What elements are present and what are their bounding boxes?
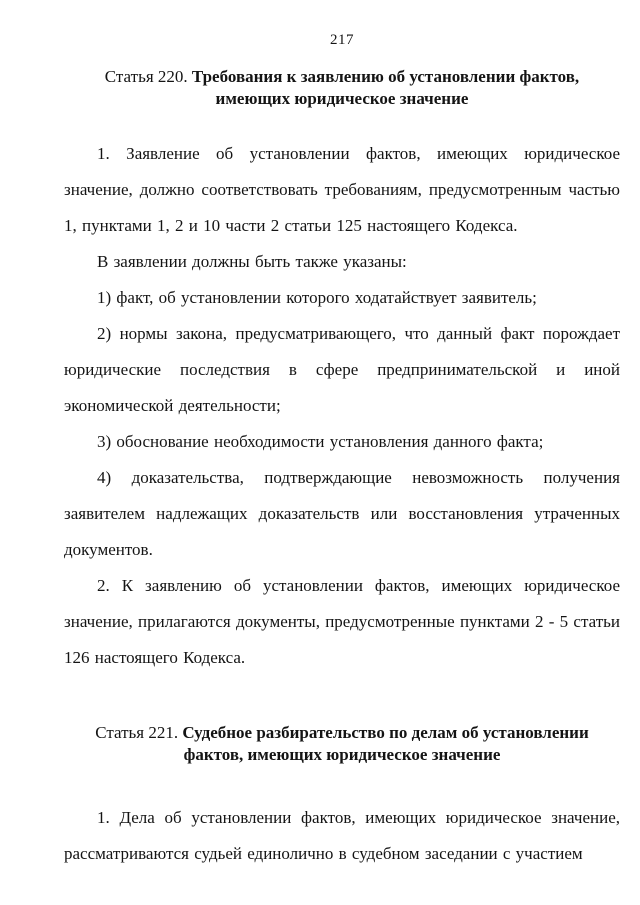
article-221 <box>64 722 620 872</box>
article-220 <box>64 66 620 676</box>
article-221-number: Статья 221. <box>95 723 179 742</box>
article-221-title-line-1: Судебное разбирательство по делам об установлении <box>182 723 589 742</box>
page-number: 217 <box>330 32 354 48</box>
paragraph: 1. Заявление об установлении фактов, имеющих юридическое значение, должно соответствовать требованиям, предусмотренным частью 1, пунктами 1, 2 и 10 части 2 статьи 125 настоящего Кодекса. <box>64 144 620 235</box>
paragraph: 4) доказательства, подтверждающие невозможность получения заявителем надлежащих доказательств или восстановления утраченных документов. <box>64 468 620 559</box>
article-220-heading-line-1 <box>70 66 614 88</box>
paragraph: 1) факт, об установлении которого ходатайствует заявитель; <box>97 288 537 307</box>
paragraph: 2. К заявлению об установлении фактов, имеющих юридическое значение, прилагаются документы, предусмотренные пунктами 2 - 5 статьи 126 настоящего Кодекса. <box>64 576 620 667</box>
article-221-heading <box>70 722 614 766</box>
paragraph: В заявлении должны быть также указаны: <box>97 252 407 271</box>
paragraph: 3) обоснование необходимости установления данного факта; <box>97 432 544 451</box>
article-221-heading-line-1 <box>70 722 614 744</box>
article-220-body <box>64 136 620 676</box>
article-221-body <box>64 800 620 872</box>
article-220-title-line-2: имеющих юридическое значение <box>215 89 469 108</box>
article-221-title-line-2: фактов, имеющих юридическое значение <box>183 745 501 764</box>
paragraph: 2) нормы закона, предусматривающего, что данный факт порождает юридические последствия в сфере предпринимательской и иной экономической деятельности; <box>64 324 620 415</box>
paragraph: 1. Дела об установлении фактов, имеющих юридическое значение, рассматриваются судьей единолично в судебном заседании с участием <box>64 808 620 863</box>
article-220-heading <box>70 66 614 110</box>
article-220-title-line-1: Требования к заявлению об установлении фактов, <box>191 67 580 86</box>
article-220-number: Статья 220. <box>104 67 188 86</box>
